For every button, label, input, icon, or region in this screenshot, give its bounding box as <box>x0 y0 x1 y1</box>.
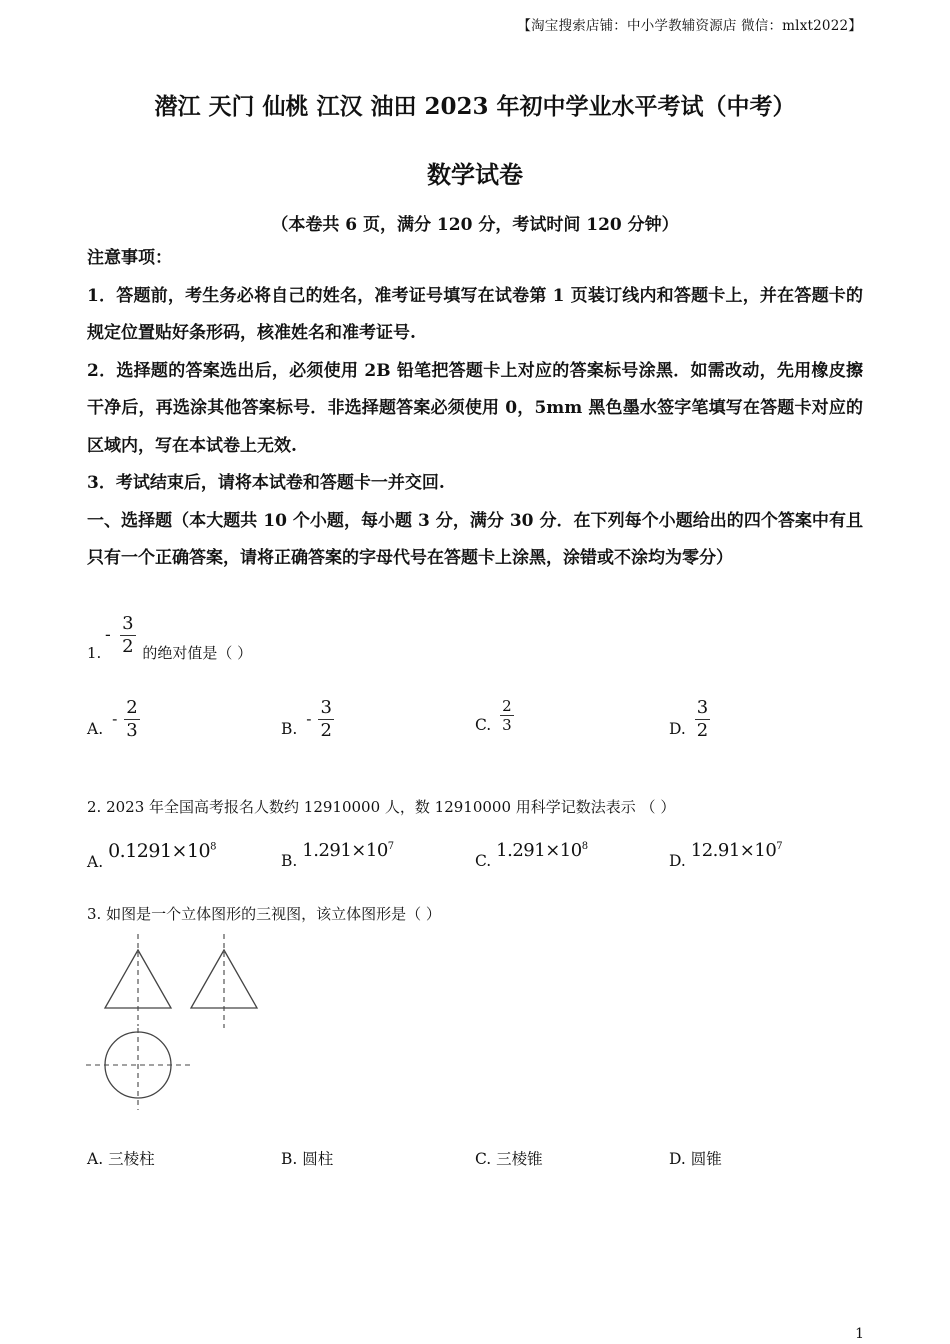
option-denominator: 3 <box>502 716 512 734</box>
option-fraction <box>500 697 514 734</box>
q2-option-b[interactable] <box>281 840 394 870</box>
q1-options <box>87 697 887 753</box>
q1-option-c[interactable] <box>475 697 516 734</box>
exam-subtitle: 数学试卷 <box>427 160 523 189</box>
option-label: B. <box>281 1150 298 1168</box>
option-text: 三棱锥 <box>496 1150 543 1168</box>
page-number: 1 <box>855 1326 864 1342</box>
option-fraction <box>124 697 139 742</box>
q3-options <box>87 1147 887 1171</box>
notice-heading: 注意事项： <box>87 248 172 268</box>
notice-item-1: 1．答题前，考生务必将自己的姓名，准考证号填写在试卷第 1 页装订线内和答题卡上，并在答题卡的规定位置贴好条形码，核准姓名和准考证号. <box>87 285 863 343</box>
option-value: $0.1291\times 10^8$ <box>108 840 217 862</box>
option-fraction <box>318 697 333 742</box>
question-1 <box>87 613 253 662</box>
option-sign: - <box>112 709 118 728</box>
q1-text: 的绝对值是（ ） <box>142 643 253 662</box>
option-numerator: 3 <box>320 697 332 718</box>
three-view-figure <box>84 930 264 1115</box>
exam-title: 潜江 天门 仙桃 江汉 油田 2023 年初中学业水平考试（中考） <box>154 93 796 120</box>
option-sign: - <box>306 709 312 728</box>
q3-option-b[interactable] <box>281 1147 333 1169</box>
q2-option-c[interactable] <box>475 840 588 870</box>
option-text: 圆锥 <box>690 1150 722 1168</box>
option-label: D. <box>669 719 686 738</box>
option-label: A. <box>87 719 104 738</box>
q1-option-a[interactable] <box>87 697 142 742</box>
option-label: D. <box>669 852 686 870</box>
notice-item-3: 3．考试结束后，请将本试卷和答题卡一并交回. <box>87 473 445 493</box>
q2-option-d[interactable] <box>669 840 783 870</box>
option-label: B. <box>281 719 298 738</box>
option-label: C. <box>475 1150 492 1168</box>
q1-option-d[interactable] <box>669 697 712 742</box>
option-label: D. <box>669 1150 686 1168</box>
exam-meta: （本卷共 6 页，满分 120 分，考试时间 120 分钟） <box>271 215 679 235</box>
option-denominator: 2 <box>320 720 332 741</box>
option-label: C. <box>475 852 492 870</box>
option-value: $1.291\times 10^7$ <box>302 840 394 861</box>
option-text: 三棱柱 <box>108 1150 155 1168</box>
q2-options <box>87 840 887 876</box>
option-numerator: 3 <box>696 697 709 718</box>
option-value: $12.91\times 10^7$ <box>690 840 783 861</box>
q3-option-a[interactable] <box>87 1147 155 1169</box>
notice-item-2: 2．选择题的答案选出后，必须使用 2B 铅笔把答题卡上对应的答案标号涂黑．如需改动，先用橡皮擦干净后，再选涂其他答案标号．非选择题答案必须使用 0，5mm 黑色墨水签字笔填写在答题卡对应的区域内，写在本试卷上无效. <box>87 360 863 456</box>
q1-number: 1. <box>87 643 102 662</box>
option-fraction <box>695 697 710 742</box>
notice-block <box>87 240 863 578</box>
header-note: 【淘宝搜索店铺：中小学教辅资源店 微信：mlxt2022】 <box>517 18 862 34</box>
q1-numerator: 3 <box>122 613 134 634</box>
option-numerator: 2 <box>502 697 512 715</box>
question-2: 2. 2023 年全国高考报名人数约 12910000 人，数 12910000 用科学记数法表示 （ ） <box>87 798 676 816</box>
option-numerator: 2 <box>126 697 138 718</box>
q3-option-c[interactable] <box>475 1147 543 1169</box>
q2-option-a[interactable] <box>87 840 217 871</box>
q1-option-b[interactable] <box>281 697 336 742</box>
option-label: B. <box>281 852 298 870</box>
option-denominator: 2 <box>696 720 709 741</box>
option-label: A. <box>87 853 104 871</box>
q1-denominator: 2 <box>122 636 134 657</box>
q3-option-d[interactable] <box>669 1147 722 1169</box>
option-label: C. <box>475 715 492 734</box>
option-denominator: 3 <box>126 720 138 741</box>
question-3: 3. 如图是一个立体图形的三视图，该立体图形是（ ） <box>87 905 441 923</box>
q1-fraction <box>120 613 135 658</box>
option-value: $1.291\times 10^8$ <box>496 840 588 861</box>
option-label: A. <box>87 1150 104 1168</box>
option-text: 圆柱 <box>302 1150 334 1168</box>
q1-sign: - <box>105 625 111 645</box>
section-one-heading: 一、选择题（本大题共 10 个小题，每小题 3 分，满分 30 分．在下列每个小题给出的四个答案中有且只有一个正确答案，请将正确答案的字母代号在答题卡上涂黑，涂错或不涂均为零分） <box>87 510 863 568</box>
